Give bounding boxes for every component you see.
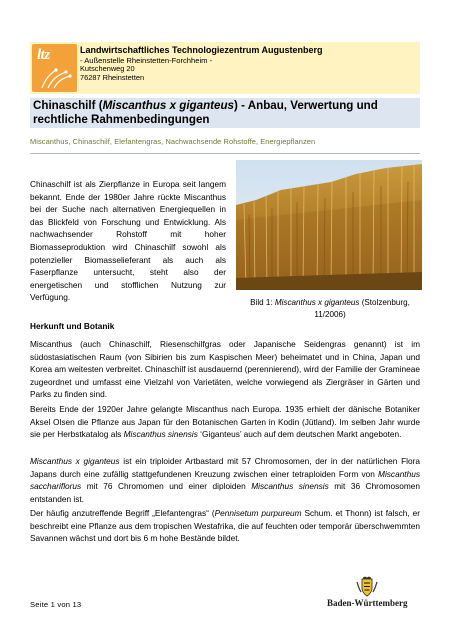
- miscanthus-field-image: [236, 160, 422, 290]
- p3-species1: Miscanthus x giganteus: [30, 456, 120, 466]
- title-part1: Chinaschilf (: [33, 99, 103, 112]
- divider: [30, 153, 420, 154]
- title-part2: ) - Anbau, Verwertung und rechtliche Rahmenbedingungen: [33, 99, 378, 127]
- paragraph-genetics: [30, 455, 420, 505]
- street-address: Kutschenweg 20: [80, 63, 135, 73]
- intro-paragraph: Chinaschilf ist als Zierpflanze in Europa seit langem bekannt. Ende der 1980er Jahre rückte Miscanthus bei der Suche nach alternativen Energiequellen in das Blickfeld von Forschung und Entwicklung. Als nachwachsender Rohstoff mit hoher Biomasseproduktion wird Chinaschilf sowohl als potenzieller Biomasselieferant als auch als Faserpflanze untersucht, steht also der energetischen und stofflichen Nutzung zur Verfügung.: [30, 179, 226, 303]
- page-number: Seite 1 von 13: [30, 600, 82, 609]
- p3-text-c: mit 36 Chromosomen entstanden ist.: [30, 481, 420, 504]
- caption-prefix: Bild 1:: [250, 298, 275, 307]
- p3-text-a: ist ein triploider Artbastard mit 57 Chromosomen, der in der natürlichen Flora Japans durch eine zufällig stattgefundenen Kreuzung zwischen einer tetraploiden Form von: [30, 456, 420, 479]
- logo-text: ltz: [37, 47, 50, 63]
- paragraph-origin: Miscanthus (auch Chinaschilf, Riesenschilfgras oder Japanische Seidengras genannt) ist im südostasiatischen Raum (von Sibirien bis zum Kaspischen Meer) beheimatet und in China, Japan und Korea am weitesten verbreitet. Chinaschilf ist ausdauernd (perennierend), wird der Familie der Gramineae zugeordnet und umfasst eine Vielzahl von Varietäten, welche vorwiegend als Ziergräser in Gärten und Parks zu finden sind.: [30, 339, 420, 400]
- p3-text-b: mit 76 Chromomen und einer diploiden: [81, 481, 252, 492]
- title-block: [30, 98, 420, 128]
- keywords: Miscanthus, Chinaschilf, Elefantengras, Nachwachsende Rohstoffe, Energiepflanzen: [30, 137, 316, 146]
- paragraph-history: [30, 403, 420, 441]
- p4-species: Pennisetum purpureum: [214, 508, 302, 518]
- branch-name: - Außenstelle Rheinstetten-Forchheim -: [80, 55, 213, 65]
- paragraph-elephant-grass: [30, 507, 420, 545]
- letterhead: [30, 42, 420, 94]
- document-title: [33, 99, 417, 128]
- grain-icon: [36, 66, 73, 90]
- city-address: 76287 Rheinstetten: [80, 72, 145, 82]
- section-heading: Herkunft und Botanik: [30, 321, 115, 331]
- p3-species3: Miscanthus sinensis: [251, 481, 329, 492]
- miscanthus-photo: [236, 160, 422, 290]
- p2-text-b: ‘Giganteus’ auch auf dem deutschen Markt angeboten.: [197, 429, 402, 440]
- p2-text-a: Bereits Ende der 1920er Jahre gelangte Miscanthus nach Europa. 1935 erhielt der dänische Botaniker Aksel Olsen die Pflanze aus Japan für den Botanischen Garten in Kodin (Jütland). Im selben Jahr wurde sie per Herbstkatalog als: [30, 404, 420, 440]
- coat-of-arms-icon: [355, 576, 379, 598]
- p4-text-b: Schum. et Thonn) ist falsch, er beschreibt eine Pflanze aus dem tropischen Westafrika, die auf feuchten oder temporär überschwemmten Savannen wächst und dort bis 6 m hohe Bestände bildet.: [30, 508, 420, 544]
- ltz-logo: [32, 44, 77, 92]
- caption-species: Miscanthus x giganteus: [274, 298, 360, 307]
- p4-text-a: Der häufig anzutreffende Begriff „Elefantengras“ (: [30, 508, 215, 518]
- p3-species2: Miscanthus sacchariflorus: [30, 468, 420, 492]
- p2-species: Miscanthus sinensis: [123, 429, 198, 440]
- letterhead-address: [80, 45, 323, 83]
- institution-name: Landwirtschaftliches Technologiezentrum Augustenberg: [80, 45, 323, 55]
- title-species: Miscanthus x giganteus: [102, 99, 234, 112]
- figure-caption: [237, 297, 423, 321]
- state-name: Baden-Württemberg: [327, 598, 408, 608]
- caption-suffix: (Stolzenburg, 11/2006): [314, 298, 410, 319]
